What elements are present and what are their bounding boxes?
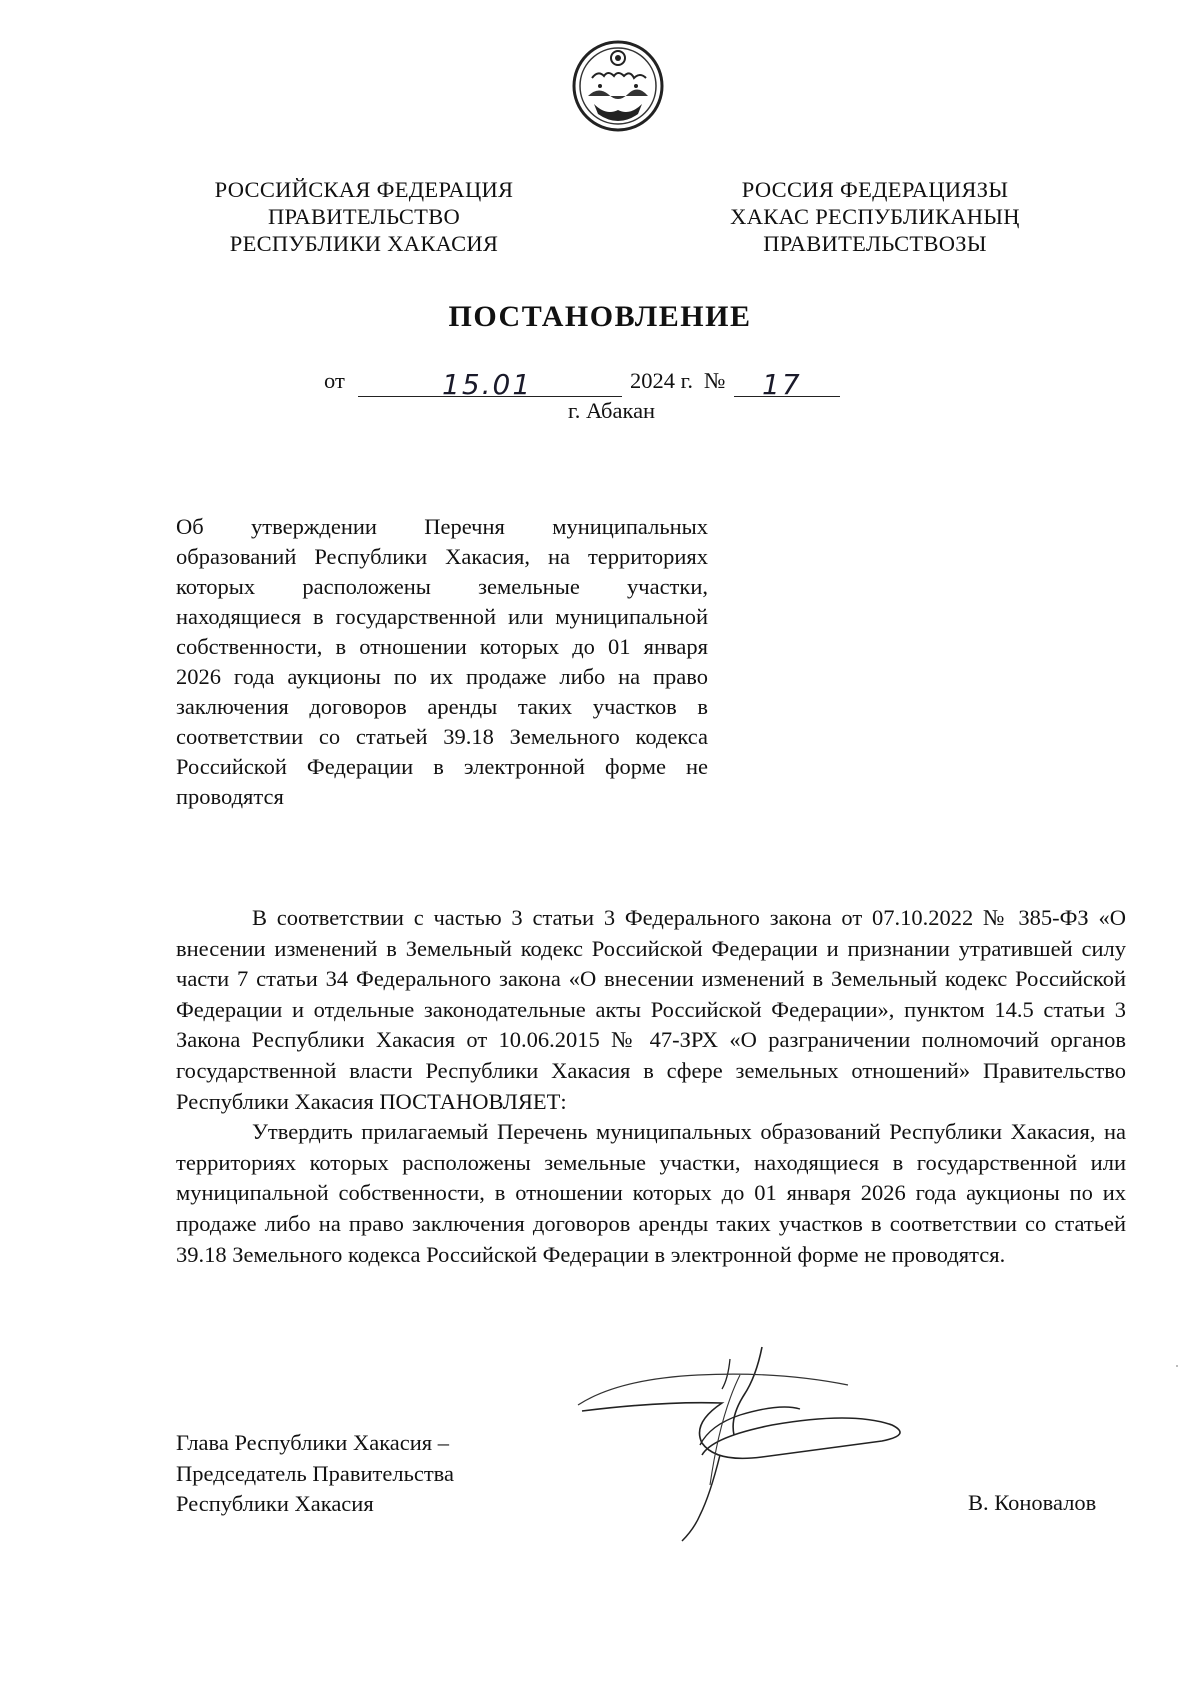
scan-speck: [1176, 1365, 1178, 1367]
header-right: [690, 176, 1060, 257]
signatory-position-line: Председатель Правительства: [176, 1460, 454, 1486]
header-left-line: РЕСПУБЛИКИ ХАКАСИЯ: [229, 231, 499, 256]
document-title: ПОСТАНОВЛЕНИЕ: [448, 300, 752, 333]
coat-of-arms-emblem: [570, 38, 666, 134]
body-paragraph: В соответствии с частью 3 статьи 3 Федерального закона от 07.10.2022 № 385-ФЗ «О внесении изменений в Земельный кодекс Российской Федерации и признании утратившей силу части 7 статьи 34 Федерального закона «О внесении изменений в Земельный кодекс Российской Федерации и отдельные законодательные акты Российской Федерации», пунктом 14.5 статьи 3 Закона Республики Хакасия от 10.06.2015 № 47-ЗРХ «О разграничении полномочий органов государственной власти Республики Хакасия в сфере земельных отношений» Правительство Республики Хакасия ПОСТАНОВЛЯЕТ:: [176, 905, 1126, 1114]
date-prefix: от: [324, 368, 345, 393]
city: г. Абакан: [568, 398, 656, 423]
header-right-line: РОССИЯ ФЕДЕРАЦИЯЗЫ: [741, 177, 1009, 202]
header-right-line: ПРАВИТЕЛЬСТВОЗЫ: [763, 231, 987, 256]
signatory-position-line: Глава Республики Хакасия –: [176, 1430, 450, 1455]
signatory-position-line: Республики Хакасия: [176, 1491, 374, 1516]
signatory-position: [176, 1428, 454, 1520]
handwritten-signature: [570, 1345, 960, 1550]
document-subject: Об утверждении Перечня муниципальных образований Республики Хакасия, на территориях которых расположены земельные участки, находящиеся в государственной или муниципальной собственности, в отношении которых до 01 января 2026 года аукционы по их продаже либо на право заключения договоров аренды таких участков в соответствии со статьей 39.18 Земельного кодекса Российской Федерации в электронной форме не проводятся: [176, 514, 708, 809]
header-left-line: РОССИЙСКАЯ ФЕДЕРАЦИЯ: [214, 177, 514, 202]
body-paragraph: Утвердить прилагаемый Перечень муниципальных образований Республики Хакасия, на территориях которых расположены земельные участки, находящиеся в государственной или муниципальной собственности, в отношении которых до 01 января 2026 года аукционы по их продаже либо на право заключения договоров аренды таких участков в соответствии со статьей 39.18 Земельного кодекса Российской Федерации в электронной форме не проводятся.: [176, 1119, 1126, 1267]
document-body: [176, 903, 1126, 1270]
handwritten-date: 15.01: [442, 368, 533, 401]
header-right-line: ХАКАС РЕСПУБЛИКАНЫҢ: [730, 204, 1020, 229]
handwritten-number: 17: [762, 368, 802, 401]
header-left: [174, 176, 554, 257]
header-left-line: ПРАВИТЕЛЬСТВО: [267, 204, 461, 229]
date-year: 2024 г.: [630, 368, 693, 393]
number-sign: №: [704, 368, 726, 393]
signatory-name: В. Коновалов: [968, 1490, 1097, 1515]
